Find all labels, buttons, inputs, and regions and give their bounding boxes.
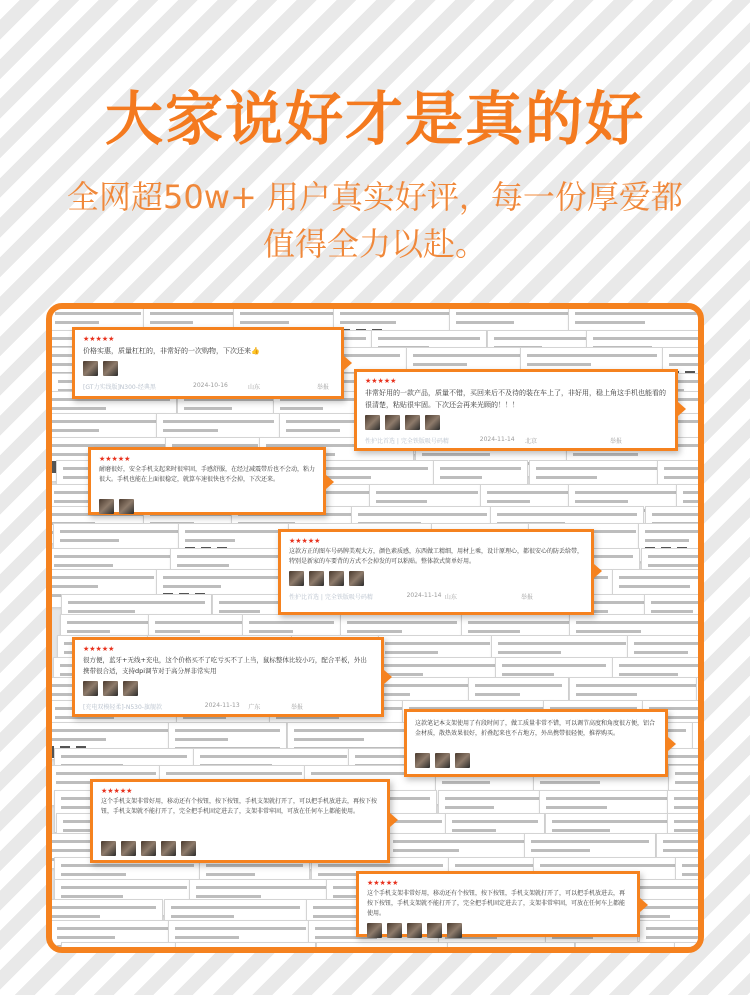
- review-photos: [289, 571, 583, 587]
- photo-thumbnail: [99, 499, 114, 514]
- review-region: 山东: [248, 384, 261, 391]
- background-review-snippet: [674, 942, 704, 953]
- review-card: [72, 327, 344, 399]
- review-photos: [99, 499, 315, 515]
- background-review-snippet: [447, 942, 575, 953]
- review-text: 这个手机支架非常好用，移动还有个按钮，按下按钮，手机支架就打开了，可以把手机放进去，再按下按钮，手机支架就不能打开了，完全把手机固定进去了，支架非常牢固，可放在任何车上都能使用。: [101, 798, 378, 815]
- photo-thumbnail: [123, 681, 138, 696]
- review-photos: [83, 681, 373, 697]
- product-spec: [充电双模轻柔]-N530-旗舰款: [83, 704, 162, 711]
- review-region: 广东: [248, 704, 261, 711]
- review-text: 这款笔记本支架使用了有段时间了，做工质量非常不错，可以调节高度和角度很方便，铝合金材质，散热效果很好，折叠起来也不占地方，外出携带很轻便，推荐购买。: [415, 720, 656, 737]
- background-review-snippet: [61, 942, 186, 953]
- headline: 大家说好才是真的好: [104, 85, 645, 153]
- report-link[interactable]: 举报: [520, 594, 533, 601]
- background-review-snippet: [575, 942, 682, 953]
- photo-thumbnail: [425, 415, 440, 430]
- photo-thumbnail: [121, 841, 136, 856]
- photo-thumbnail: [349, 571, 364, 586]
- photo-thumbnail: [103, 681, 118, 696]
- background-review-snippet: [175, 942, 316, 953]
- subtitle-line-2: 值得全力以赴。: [262, 225, 487, 263]
- photo-thumbnail: [385, 415, 400, 430]
- photo-thumbnail: [365, 415, 380, 430]
- photo-thumbnail: [415, 753, 430, 768]
- review-card: [278, 529, 594, 615]
- rating-stars: ★★★★★: [83, 335, 115, 343]
- review-meta: [289, 592, 583, 601]
- photo-thumbnail: [141, 841, 156, 856]
- subtitle-line-1: 全网超50w+ 用户真实好评，每一份厚爱都: [67, 178, 683, 216]
- review-text: 很方便，蓝牙+无线+充电，这个价格买不了吃亏买不了上当，鼠标整体比较小巧，配合平板，外出携带很合适，支持dpi调节对于高分屏非常实用: [83, 656, 367, 675]
- review-photos: [365, 415, 667, 431]
- review-date: 2024-11-14: [479, 436, 515, 443]
- review-text: 这个手机支架非常好用，移动还有个按钮，按下按钮，手机支架就打开了，可以把手机放进去，再按下按钮，手机支架就不能打开了，完全把手机固定进去了，支架非常牢固，可放在任何车上都能使用。: [367, 890, 626, 917]
- review-card: [72, 637, 384, 717]
- photo-thumbnail: [367, 923, 382, 938]
- photo-thumbnail: [161, 841, 176, 856]
- product-spec: 性护比首选 | 完全铁版吸号码精: [289, 594, 373, 601]
- report-link[interactable]: 举报: [290, 704, 303, 711]
- review-date: 2024-11-14: [406, 592, 442, 599]
- photo-thumbnail: [455, 753, 470, 768]
- photo-thumbnail: [329, 571, 344, 586]
- review-region: 山东: [444, 594, 457, 601]
- review-text: 价格实惠，质量杠杠的，非常好的一次购物，下次还来👍: [83, 347, 260, 355]
- photo-thumbnail: [447, 923, 462, 938]
- review-card: [354, 369, 678, 451]
- photo-thumbnail: [309, 571, 324, 586]
- report-link[interactable]: 举报: [316, 384, 329, 391]
- review-card: [404, 709, 668, 777]
- rating-stars: ★★★★★: [367, 879, 399, 887]
- review-photos: [83, 361, 333, 377]
- review-photos: [101, 841, 379, 857]
- review-meta: [365, 436, 667, 445]
- photo-thumbnail: [103, 361, 118, 376]
- background-review-snippet: [168, 920, 313, 953]
- review-meta: [83, 702, 373, 711]
- rating-stars: ★★★★★: [365, 377, 397, 385]
- review-meta: [83, 382, 333, 391]
- photo-thumbnail: [405, 415, 420, 430]
- photo-thumbnail: [101, 841, 116, 856]
- photo-thumbnail: [83, 681, 98, 696]
- review-region: 北京: [525, 438, 538, 445]
- rating-stars: ★★★★★: [83, 645, 115, 653]
- photo-thumbnail: [435, 753, 450, 768]
- photo-thumbnail: [83, 361, 98, 376]
- background-review-snippet: [639, 920, 704, 953]
- review-photos: [367, 923, 629, 939]
- review-text: 这款方正的图车号码牌美观大方，颜色素质感，东西做工精细，用材上乘，设计原理心，都很安心的防丢给带，特别是新家的车要背的方式不会掉发的可以粘贴。整体款式简单好用。: [289, 548, 583, 565]
- product-spec: [GT力实线版]N300-经典黑: [83, 384, 156, 391]
- review-card: [88, 447, 326, 515]
- rating-stars: ★★★★★: [101, 787, 133, 795]
- review-date: 2024-10-16: [193, 382, 228, 389]
- photo-thumbnail: [407, 923, 422, 938]
- review-card: [90, 779, 390, 863]
- review-date: 2024-11-13: [204, 702, 240, 709]
- rating-stars: ★★★★★: [289, 537, 321, 545]
- product-spec: 性护比首选 | 完全铁版吸号码精: [365, 438, 449, 445]
- photo-thumbnail: [387, 923, 402, 938]
- photo-thumbnail: [427, 923, 442, 938]
- photo-thumbnail: [119, 499, 134, 514]
- reviews-collage-frame: [46, 303, 704, 953]
- report-link[interactable]: 举报: [609, 438, 622, 445]
- review-card: [356, 871, 640, 937]
- background-review-snippet: [316, 942, 455, 953]
- review-photos: [415, 753, 657, 769]
- background-review-snippet: [50, 920, 180, 953]
- review-text: 耐磨很好，安全手机支起来时很牢固，手感舒服，在经过减震带后也不会动，粘力很大。手机也能在上面很稳定，就算车速很快也不会掉，下次还来。: [99, 466, 315, 483]
- rating-stars: ★★★★★: [99, 455, 131, 463]
- review-text: 非常好用的一款产品，质量不错，买回来后不及待的装在车上了，非好用，稳上角这手机也能看的很清楚，粘贴很牢固。下次还会再来光顾的！！！: [365, 389, 666, 409]
- photo-thumbnail: [181, 841, 196, 856]
- photo-thumbnail: [289, 571, 304, 586]
